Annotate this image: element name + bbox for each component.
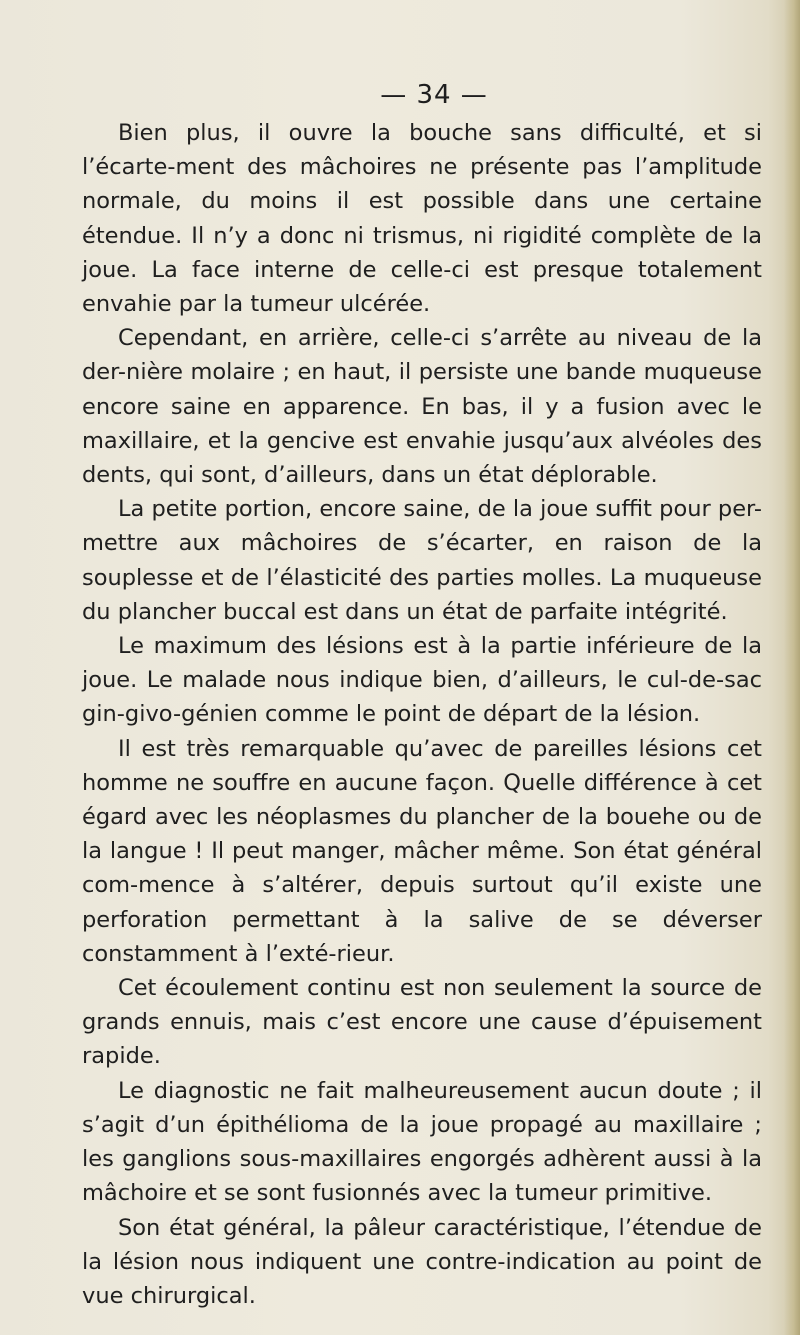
paragraph: La petite portion, encore saine, de la joue suffit pour per-mettre aux mâchoires de s’écarter, en raison de la souplesse et de l’élasticité des parties molles. La muqueuse du plancher buccal est dans un état de parfaite intégrité. [82, 496, 762, 625]
body-text [82, 116, 762, 1313]
paragraph: Le diagnostic ne fait malheureusement aucun doute ; il s’agit d’un épithélioma de la joue propagé au maxillaire ; les ganglions sous-maxillaires engorgés adhèrent aussi à la mâchoire et se sont fusionnés avec la tumeur primitive. [82, 1077, 762, 1207]
paragraph: Le maximum des lésions est à la partie inférieure de la joue. Le malade nous indique bien, d’ailleurs, le cul-de-sac gin-givo-génien comme le point de départ de la lésion. [82, 633, 762, 728]
paragraph: Bien plus, il ouvre la bouche sans difficulté, et si l’écarte-ment des mâchoires ne présente pas l’amplitude normale, du moins il est possible dans une certaine étendue. Il n’y a donc ni trismus, ni rigidité complète de la joue. La face interne de celle-ci est presque totalement envahie par la tumeur ulcérée. [82, 120, 762, 318]
paragraph: Cet écoulement continu est non seulement la source de grands ennuis, mais c’est encore une cause d’épuisement rapide. [82, 975, 762, 1070]
page-number: — 34 — [380, 80, 488, 110]
paragraph: Cependant, en arrière, celle-ci s’arrête au niveau de la der-nière molaire ; en haut, il persiste une bande muqueuse encore saine en apparence. En bas, il y a fusion avec le maxillaire, et la gencive est envahie jusqu’aux alvéoles des dents, qui sont, d’ailleurs, dans un état déplorable. [82, 325, 762, 489]
paragraph: Il est très remarquable qu’avec de pareilles lésions cet homme ne souffre en aucune façon. Quelle différence à cet égard avec les néoplasmes du plancher de la bouehe ou de la langue ! Il peut manger, mâcher même. Son état général com-mence à s’altérer, depuis surtout qu’il existe une perforation permettant à la salive de se déverser constamment à l’exté-rieur. [82, 735, 762, 967]
paragraph: Son état général, la pâleur caractéristique, l’étendue de la lésion nous indiquent une contre-indication au point de vue chirurgical. [82, 1214, 762, 1309]
page-edge-shadow [784, 0, 800, 1335]
